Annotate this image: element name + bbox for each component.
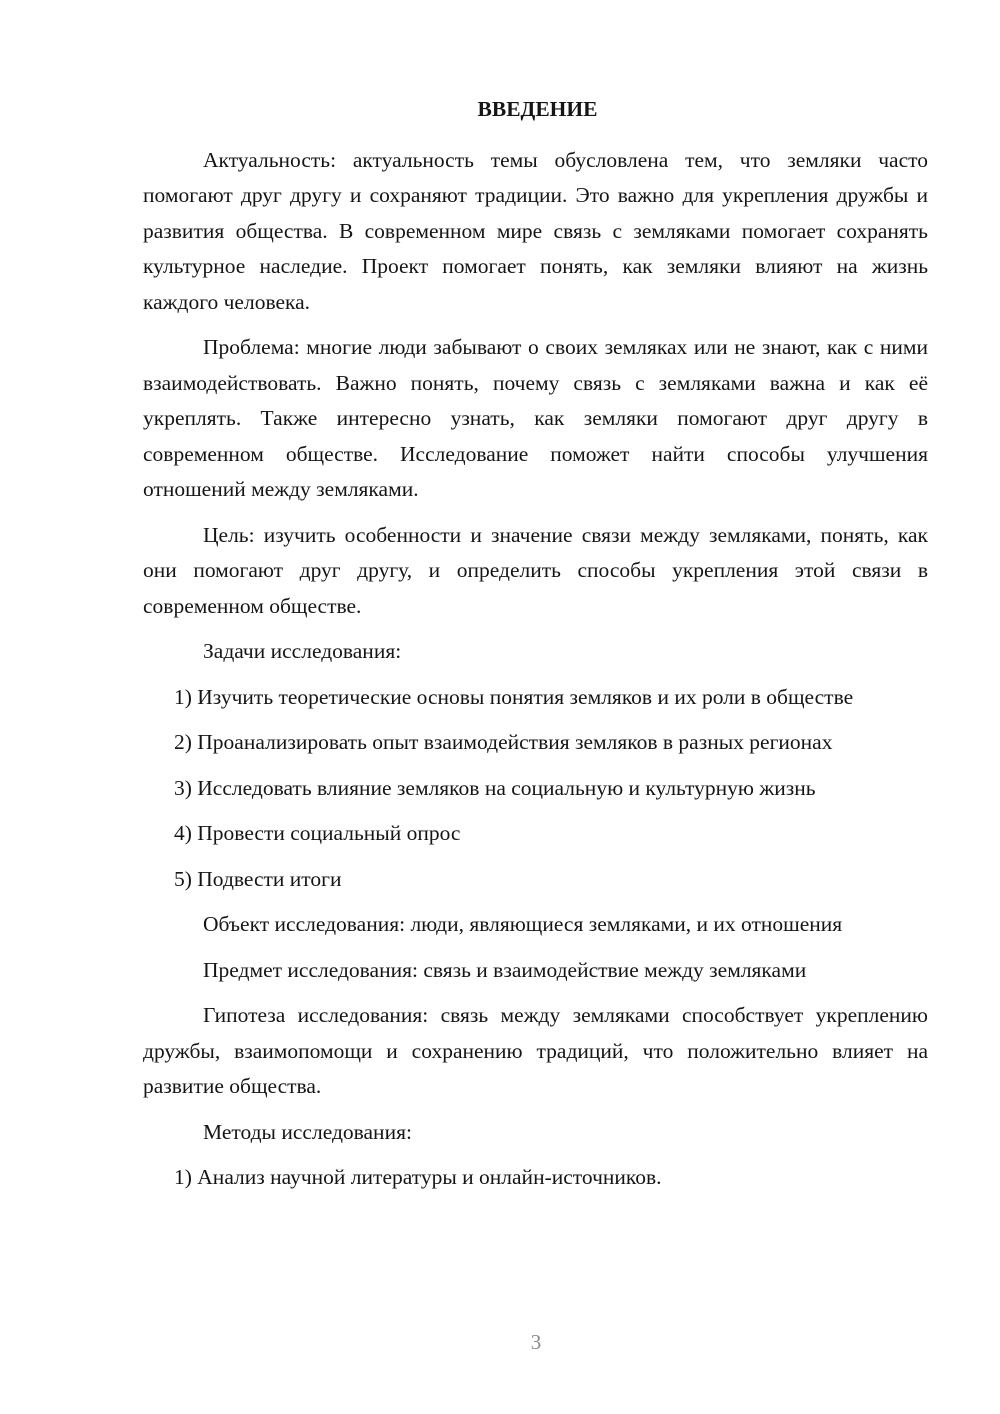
methods-heading: Методы исследования: bbox=[203, 1119, 412, 1144]
hypothesis-paragraph: Гипотеза исследования: связь между земляками способствует укреплению дружбы, взаимопомощи и сохранению традиций, что положительно влияет на развитие общества. bbox=[143, 1003, 928, 1098]
task-item-2: 2) Проанализировать опыт взаимодействия земляков в разных регионах bbox=[174, 730, 833, 754]
problem-paragraph: Проблема: многие люди забывают о своих земляках или не знают, как с ними взаимодействовать. Важно понять, почему связь с земляками важна и как её укреплять. Также интересно узнать, как земляки помогают друг другу в современном обществе. Исследование поможет найти способы улучшения отношений между земляками. bbox=[143, 335, 928, 501]
object-paragraph: Объект исследования: люди, являющиеся земляками, и их отношения bbox=[203, 912, 843, 936]
page-number: 3 bbox=[530, 1330, 542, 1354]
method-item-1: 1) Анализ научной литературы и онлайн-источников. bbox=[174, 1165, 662, 1189]
relevance-paragraph: Актуальность: актуальность темы обусловлена тем, что земляки часто помогают друг другу и сохраняют традиции. Это важно для укрепления дружбы и развития общества. В современном мире связь с земляками помогает сохранять культурное наследие. Проект помогает понять, как земляки влияют на жизнь каждого человека. bbox=[143, 147, 928, 314]
subject-paragraph: Предмет исследования: связь и взаимодействие между земляками bbox=[203, 957, 807, 982]
task-item-5: 5) Подвести итоги bbox=[174, 866, 342, 891]
task-item-3: 3) Исследовать влияние земляков на социальную и культурную жизнь bbox=[174, 775, 816, 800]
document-page bbox=[143, 92, 928, 1206]
goal-paragraph: Цель: изучить особенности и значение связи между земляками, понять, как они помогают друг другу, и определить способы укрепления этой связи в современном обществе. bbox=[143, 522, 928, 618]
task-item-1: 1) Изучить теоретические основы понятия земляков и их роли в обществе bbox=[174, 684, 854, 709]
section-title: ВВЕДЕНИЕ bbox=[477, 97, 598, 121]
task-item-4: 4) Провести социальный опрос bbox=[174, 821, 461, 845]
tasks-heading: Задачи исследования: bbox=[203, 639, 402, 663]
